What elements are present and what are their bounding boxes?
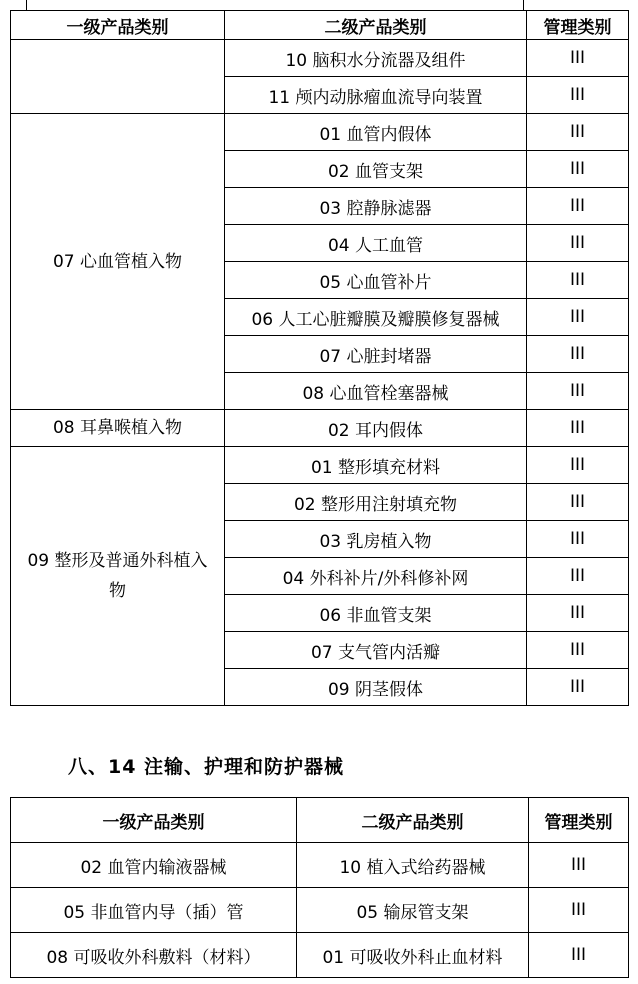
table-row (11, 447, 629, 484)
table-header-row (11, 798, 629, 843)
secondary-category-cell: 09 阴茎假体 (225, 669, 527, 706)
table-row (11, 843, 629, 888)
table-top-line-right (523, 0, 525, 10)
primary-category-cell: 08 可吸收外科敷料（材料） (11, 933, 297, 978)
management-class-cell: III (527, 558, 629, 595)
infusion-category-table (10, 797, 629, 978)
management-class-cell: III (527, 114, 629, 151)
secondary-category-cell: 11 颅内动脉瘤血流导向装置 (225, 77, 527, 114)
management-class-cell: III (527, 484, 629, 521)
management-class-cell: III (527, 521, 629, 558)
management-class-cell: III (529, 888, 629, 933)
header-primary-category: 一级产品类别 (11, 11, 225, 40)
secondary-category-cell: 02 耳内假体 (225, 410, 527, 447)
management-class-cell: III (527, 632, 629, 669)
secondary-category-cell: 06 人工心脏瓣膜及瓣膜修复器械 (225, 299, 527, 336)
management-class-cell: III (527, 40, 629, 77)
table-top-line-left (26, 0, 28, 10)
header-secondary-category: 二级产品类别 (225, 11, 527, 40)
header-secondary-category: 二级产品类别 (297, 798, 529, 843)
secondary-category-cell: 01 可吸收外科止血材料 (297, 933, 529, 978)
primary-category-cell: 08 耳鼻喉植入物 (11, 410, 225, 447)
header-management-class: 管理类别 (527, 11, 629, 40)
table-row (11, 114, 629, 151)
management-class-cell: III (527, 447, 629, 484)
primary-category-cell (11, 40, 225, 114)
secondary-category-cell: 02 血管支架 (225, 151, 527, 188)
management-class-cell: III (527, 410, 629, 447)
management-class-cell: III (527, 299, 629, 336)
table-row (11, 40, 629, 77)
secondary-category-cell: 05 输尿管支架 (297, 888, 529, 933)
management-class-cell: III (527, 669, 629, 706)
management-class-cell: III (527, 225, 629, 262)
table-row (11, 888, 629, 933)
secondary-category-cell: 07 支气管内活瓣 (225, 632, 527, 669)
header-management-class: 管理类别 (529, 798, 629, 843)
management-class-cell: III (527, 373, 629, 410)
secondary-category-cell: 10 脑积水分流器及组件 (225, 40, 527, 77)
secondary-category-cell: 04 人工血管 (225, 225, 527, 262)
secondary-category-cell: 04 外科补片/外科修补网 (225, 558, 527, 595)
secondary-category-cell: 08 心血管栓塞器械 (225, 373, 527, 410)
header-primary-category: 一级产品类别 (11, 798, 297, 843)
primary-category-cell: 07 心血管植入物 (11, 114, 225, 410)
primary-category-cell: 02 血管内输液器械 (11, 843, 297, 888)
management-class-cell: III (529, 933, 629, 978)
secondary-category-cell: 03 腔静脉滤器 (225, 188, 527, 225)
management-class-cell: III (527, 595, 629, 632)
table-header-row (11, 11, 629, 40)
table-row (11, 410, 629, 447)
secondary-category-cell: 01 整形填充材料 (225, 447, 527, 484)
secondary-category-cell: 06 非血管支架 (225, 595, 527, 632)
secondary-category-cell: 01 血管内假体 (225, 114, 527, 151)
primary-category-cell: 09 整形及普通外科植入物 (11, 447, 225, 706)
table-row (11, 933, 629, 978)
secondary-category-cell: 02 整形用注射填充物 (225, 484, 527, 521)
section-heading: 八、14 注输、护理和防护器械 (68, 756, 345, 778)
secondary-category-cell: 07 心脏封堵器 (225, 336, 527, 373)
secondary-category-cell: 05 心血管补片 (225, 262, 527, 299)
primary-category-cell: 05 非血管内导（插）管 (11, 888, 297, 933)
management-class-cell: III (527, 336, 629, 373)
implant-category-table (10, 10, 629, 706)
management-class-cell: III (529, 843, 629, 888)
management-class-cell: III (527, 151, 629, 188)
secondary-category-cell: 03 乳房植入物 (225, 521, 527, 558)
management-class-cell: III (527, 77, 629, 114)
management-class-cell: III (527, 262, 629, 299)
secondary-category-cell: 10 植入式给药器械 (297, 843, 529, 888)
management-class-cell: III (527, 188, 629, 225)
